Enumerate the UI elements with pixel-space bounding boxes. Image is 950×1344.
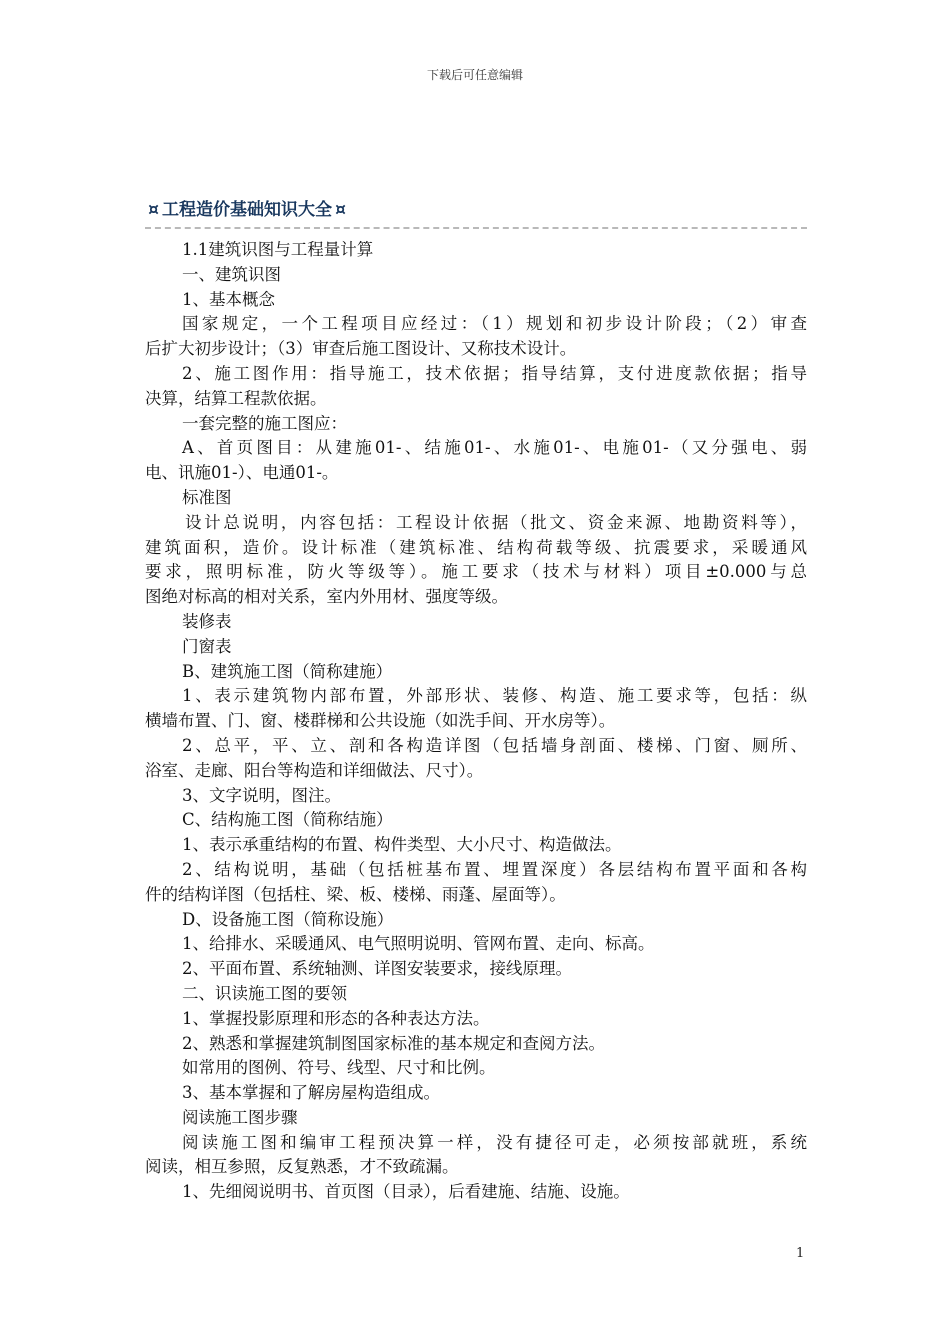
subsection-heading: 阅读施工图步骤 [182, 1107, 298, 1127]
paragraph-line: 1、表示建筑物内部布置，外部形状、装修、构造、施工要求等，包括：纵 [182, 686, 807, 706]
paragraph-line: 一套完整的施工图应： [182, 413, 347, 433]
paragraph-line: 1、表示承重结构的布置、构件类型、大小尺寸、构造做法。 [182, 835, 622, 855]
subsection-heading: D、设备施工图（简称设施） [182, 909, 394, 929]
header-note: 下载后可任意编辑 [426, 68, 523, 82]
currency-symbol-icon: ¤ [148, 200, 159, 220]
paragraph-line: 国家规定，一个工程项目应经过：（1）规划和初步设计阶段；（2）审查 [182, 314, 807, 334]
document-title [145, 198, 807, 222]
paragraph-line: 图绝对标高的相对关系，室内外用材、强度等级。 [145, 587, 508, 607]
paragraph-line: 2、施工图作用：指导施工，技术依据；指导结算，支付进度款依据；指导 [182, 363, 807, 383]
page-number: 1 [796, 1246, 805, 1261]
document-title-text: 工程造价基础知识大全 [162, 200, 332, 220]
paragraph-line: 件的结构详图（包括柱、梁、板、楼梯、雨蓬、屋面等）。 [145, 884, 566, 904]
paragraph-line: 决算，结算工程款依据。 [145, 388, 327, 408]
paragraph-line: 3、文字说明，图注。 [182, 785, 341, 805]
title-block [145, 198, 807, 229]
paragraph-line: 2、熟悉和掌握建筑制图国家标准的基本规定和查阅方法。 [182, 1033, 605, 1053]
paragraph-line: 如常用的图例、符号、线型、尺寸和比例。 [182, 1058, 496, 1078]
paragraph-line: 标准图 [182, 487, 232, 507]
subsection-heading: C、结构施工图（简称结施） [182, 810, 393, 830]
section-heading: 1.1建筑识图与工程量计算 [182, 240, 374, 259]
dashed-divider [145, 227, 807, 229]
paragraph-line: 要求，照明标准，防火等级等）。施工要求（技术与材料）项目±0.000与总 [145, 562, 807, 582]
paragraph-line: 阅读，相互参照，反复熟悉，才不致疏漏。 [145, 1157, 459, 1177]
paragraph-line: 1、先细阅说明书、首页图（目录），后看建施、结施、设施。 [182, 1182, 630, 1202]
paragraph-line: 后扩大初步设计；（3）审查后施工图设计、又称技术设计。 [145, 339, 577, 359]
paragraph-line: 门窗表 [182, 636, 232, 656]
paragraph-line: 3、基本掌握和了解房屋构造组成。 [182, 1083, 440, 1103]
paragraph-line: 电、讯施01-）、电通01-。 [145, 463, 339, 483]
document-body [145, 238, 807, 1205]
section-heading: 一、建筑识图 [182, 264, 281, 284]
paragraph-line: 横墙布置、门、窗、楼群梯和公共设施（如洗手间、开水房等）。 [145, 711, 616, 731]
paragraph-line: 2、平面布置、系统轴测、详图安装要求，接线原理。 [182, 959, 572, 979]
subsection-heading: 1、基本概念 [182, 289, 275, 309]
paragraph-line: 1、给排水、采暖通风、电气照明说明、管网布置、走向、标高。 [182, 934, 655, 954]
paragraph-line: 设计总说明，内容包括：工程设计依据（批文、资金来源、地勘资料等）， [185, 512, 807, 532]
paragraph-line: 装修表 [182, 611, 232, 631]
paragraph-line: 阅读施工图和编审工程预决算一样，没有捷径可走，必须按部就班，系统 [182, 1132, 807, 1152]
currency-symbol-icon: ¤ [335, 200, 346, 220]
paragraph-line: 建筑面积，造价。设计标准（建筑标准、结构荷载等级、抗震要求，采暖通风 [145, 537, 807, 557]
paragraph-line: 2、结构说明，基础（包括桩基布置、埋置深度）各层结构布置平面和各构 [182, 859, 807, 879]
section-heading: 二、识读施工图的要领 [182, 983, 347, 1003]
paragraph-line: A、首页图目：从建施01-、结施01-、水施01-、电施01-（又分强电、弱 [182, 438, 807, 458]
subsection-heading: B、建筑施工图（简称建施） [182, 661, 393, 681]
paragraph-line: 1、掌握投影原理和形态的各种表达方法。 [182, 1008, 490, 1028]
paragraph-line: 浴室、走廊、阳台等构造和详细做法、尺寸）。 [145, 760, 484, 780]
paragraph-line: 2、总平，平、立、剖和各构造详图（包括墙身剖面、楼梯、门窗、厕所、 [182, 735, 807, 755]
